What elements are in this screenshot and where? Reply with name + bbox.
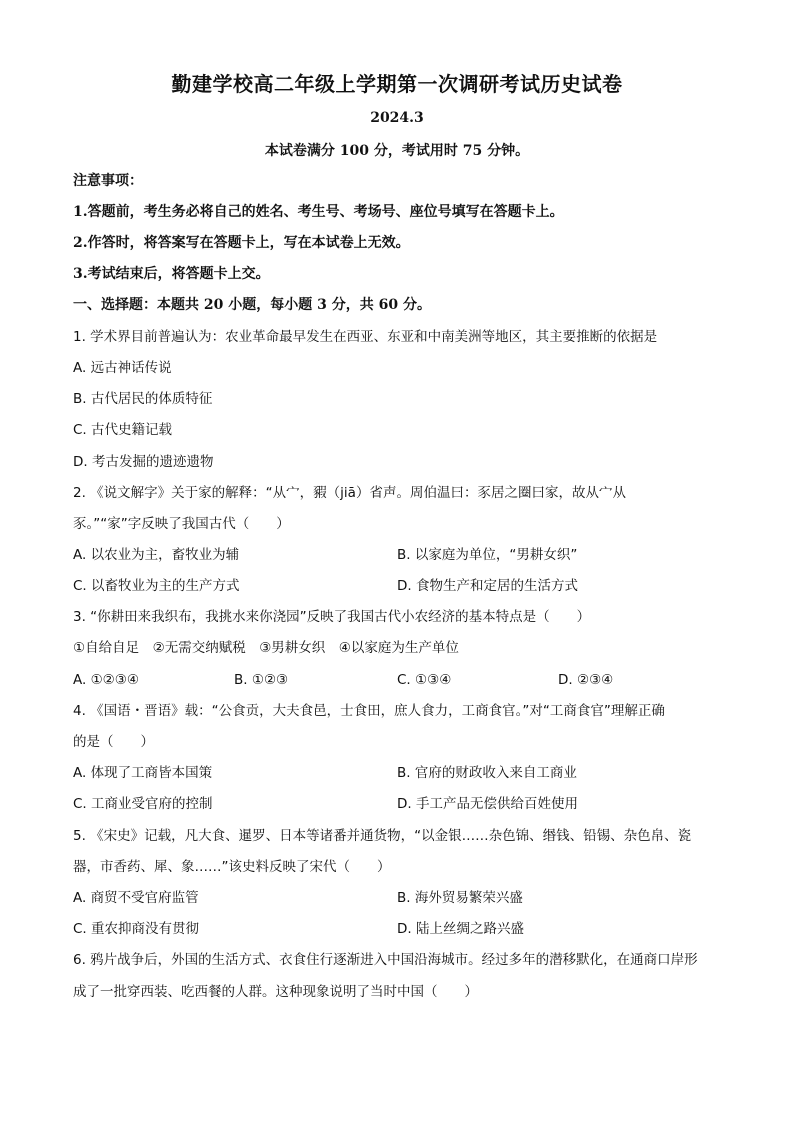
q1-option-d: D. 考古发掘的遗迹遗物 xyxy=(73,454,214,470)
q6-stem-line-1: 6. 鸦片战争后，外国的生活方式、衣食住行逐渐进入中国沿海城市。经过多年的潜移默化，在通商口岸形 xyxy=(73,952,698,968)
q4-option-b: B. 官府的财政收入来自工商业 xyxy=(397,765,577,781)
exam-title: 勤建学校高二年级上学期第一次调研考试历史试卷 xyxy=(171,72,623,96)
q2-option-a: A. 以农业为主，畜牧业为辅 xyxy=(73,547,240,563)
q3-stem: 3. “你耕田来我织布，我挑水来你浇园”反映了我国古代小农经济的基本特点是（ ） xyxy=(73,609,591,625)
q4-option-d: D. 手工产品无偿供给百姓使用 xyxy=(397,796,578,812)
q4-stem-line-1: 4. 《国语・晋语》载：“公食贡，大夫食邑，士食田，庶人食力，工商食官。”对“工商食官”理解正确 xyxy=(73,703,665,719)
q4-option-c: C. 工商业受官府的控制 xyxy=(73,796,213,812)
notice-heading: 注意事项： xyxy=(73,173,143,189)
exam-date: 2024.3 xyxy=(370,110,424,126)
q2-option-b: B. 以家庭为单位，“男耕女织” xyxy=(397,547,578,563)
q2-stem-line-1: 2. 《说文解字》关于家的解释：“从宀，豭（jiā）省声。周伯温曰：豕居之圈曰家，故从宀从 xyxy=(73,485,626,501)
q4-stem-line-2: 的是（ ） xyxy=(73,734,154,750)
q3-option-b: B. ①②③ xyxy=(234,672,289,688)
q1-option-c: C. 古代史籍记载 xyxy=(73,422,173,438)
q1-option-b: B. 古代居民的体质特征 xyxy=(73,391,213,407)
q3-option-a: A. ①②③④ xyxy=(73,672,139,688)
q3-items: ①自给自足 ②无需交纳赋税 ③男耕女织 ④以家庭为生产单位 xyxy=(73,640,459,656)
notice-item-1: 1.答题前，考生务必将自己的姓名、考生号、考场号、座位号填写在答题卡上。 xyxy=(73,204,564,220)
q4-option-a: A. 体现了工商皆本国策 xyxy=(73,765,213,781)
q2-stem-line-2: 豕。”“家”字反映了我国古代（ ） xyxy=(73,516,290,532)
q1-option-a: A. 远古神话传说 xyxy=(73,360,172,376)
exam-subtitle: 本试卷满分 100 分，考试用时 75 分钟。 xyxy=(264,143,530,159)
notice-item-3: 3.考试结束后，将答题卡上交。 xyxy=(73,266,270,282)
section-heading: 一、选择题：本题共 20 小题，每小题 3 分，共 60 分。 xyxy=(73,297,431,313)
notice-item-2: 2.作答时，将答案写在答题卡上，写在本试卷上无效。 xyxy=(73,235,410,251)
q5-stem-line-1: 5. 《宋史》记载，凡大食、暹罗、日本等诸番并通货物，“以金银……杂色锦、缗钱、铅锡、杂色帛、瓷 xyxy=(73,828,692,844)
q6-stem-line-2: 成了一批穿西装、吃西餐的人群。这种现象说明了当时中国（ ） xyxy=(73,984,478,1000)
q5-option-a: A. 商贸不受官府监管 xyxy=(73,890,199,906)
q5-option-b: B. 海外贸易繁荣兴盛 xyxy=(397,890,523,906)
q2-option-d: D. 食物生产和定居的生活方式 xyxy=(397,578,578,594)
q3-option-d: D. ②③④ xyxy=(558,672,614,688)
q3-option-c: C. ①③④ xyxy=(397,672,452,688)
q5-stem-line-2: 器，市香药、犀、象……”该史料反映了宋代（ ） xyxy=(73,859,391,875)
q5-option-d: D. 陆上丝绸之路兴盛 xyxy=(397,921,524,937)
q2-option-c: C. 以畜牧业为主的生产方式 xyxy=(73,578,240,594)
q5-option-c: C. 重农抑商没有贯彻 xyxy=(73,921,200,937)
q1-stem: 1. 学术界目前普遍认为：农业革命最早发生在西亚、东亚和中南美洲等地区，其主要推断的依据是 xyxy=(73,329,658,345)
